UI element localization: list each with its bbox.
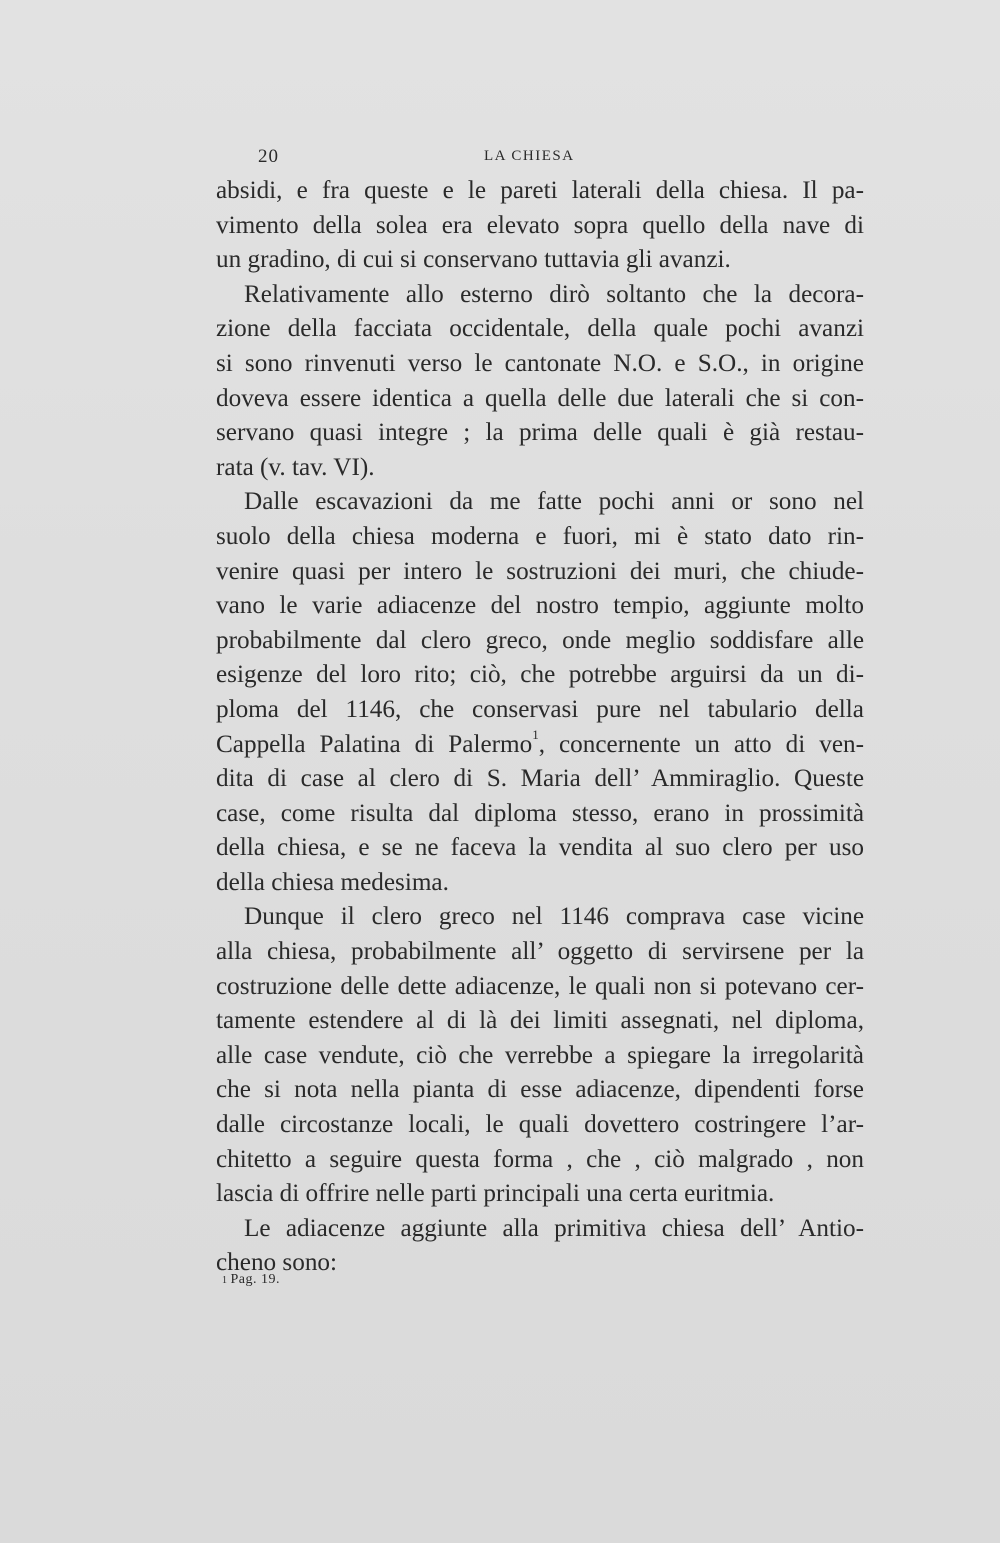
footnote: [222, 1272, 280, 1288]
text-line: doveva essere identica a quella delle due laterali che si con-: [216, 384, 864, 412]
text-line: Dunque il clero greco nel 1146 comprava case vicine: [244, 903, 864, 931]
text-line-with-note: [216, 728, 864, 763]
text-line: della chiesa, e se ne faceva la vendita al suo clero per uso: [216, 834, 864, 862]
text-line: absidi, e fra queste e le pareti laterali della chiesa. Il pa-: [216, 177, 864, 204]
text-segment: , concernente un atto di ven-: [538, 730, 864, 758]
text-line: Dalle escavazioni da me fatte pochi anni or sono nel: [244, 488, 864, 516]
text-line: ploma del 1146, che conservasi pure nel tabulario della: [216, 695, 864, 723]
footnote-reference: 1: [532, 726, 539, 742]
text-line: esigenze del loro rito; ciò, che potrebbe arguirsi da un di-: [216, 661, 864, 689]
text-line: tamente estendere al di là dei limiti assegnati, nel diploma,: [216, 1007, 864, 1035]
text-line: zione della facciata occidentale, della quale pochi avanzi: [216, 315, 864, 343]
text-line: alla chiesa, probabilmente all’ oggetto di servirsene per la: [216, 938, 864, 966]
text-line: un gradino, di cui si conservano tuttavia gli avanzi.: [216, 246, 731, 274]
text-line: alle case vendute, ciò che verrebbe a spiegare la irregolarità: [216, 1041, 864, 1069]
footnote-mark: 1: [222, 1275, 228, 1286]
footnote-text: Pag. 19.: [230, 1272, 280, 1287]
text-line: suolo della chiesa moderna e fuori, mi è stato dato rin-: [216, 522, 864, 550]
text-line: vano le varie adiacenze del nostro tempio, aggiunte molto: [216, 592, 864, 620]
text-line: chitetto a seguire questa forma , che , ciò malgrado , non: [216, 1145, 864, 1173]
text-line: case, come risulta dal diploma stesso, erano in prossimità: [216, 799, 864, 827]
text-line: probabilmente dal clero greco, onde meglio soddisfare alle: [216, 626, 864, 654]
text-segment: Cappella Palatina di Palermo: [216, 730, 533, 758]
page-number: 20: [258, 146, 279, 167]
running-head: [216, 146, 864, 170]
text-line: si sono rinvenuti verso le cantonate N.O. e S.O., in origine: [216, 349, 864, 377]
text-line: dalle circostanze locali, le quali dovettero costringere l’ar-: [216, 1111, 864, 1139]
running-title: LA CHIESA: [484, 148, 575, 164]
text-line: dita di case al clero di S. Maria dell’ Ammiraglio. Queste: [216, 765, 864, 793]
text-line: rata (v. tav. VI).: [216, 453, 375, 481]
text-line: servano quasi integre ; la prima delle quali è già restau-: [216, 419, 864, 447]
text-line: lascia di offrire nelle parti principali una certa euritmia.: [216, 1180, 775, 1208]
text-line: della chiesa medesima.: [216, 868, 449, 896]
text-line: Relativamente allo esterno dirò soltanto che la decora-: [244, 280, 864, 308]
text-line: venire quasi per intero le sostruzioni dei muri, che chiude-: [216, 557, 864, 585]
text-line: cheno sono:: [216, 1249, 338, 1277]
text-line: costruzione delle dette adiacenze, le quali non si potevano cer-: [216, 972, 864, 1000]
text-line: che si nota nella pianta di esse adiacenze, dipendenti forse: [216, 1076, 864, 1104]
body-text: [216, 174, 864, 1281]
text-line: vimento della solea era elevato sopra quello della nave di: [216, 211, 864, 239]
text-line: Le adiacenze aggiunte alla primitiva chiesa dell’ Antio-: [244, 1214, 864, 1242]
